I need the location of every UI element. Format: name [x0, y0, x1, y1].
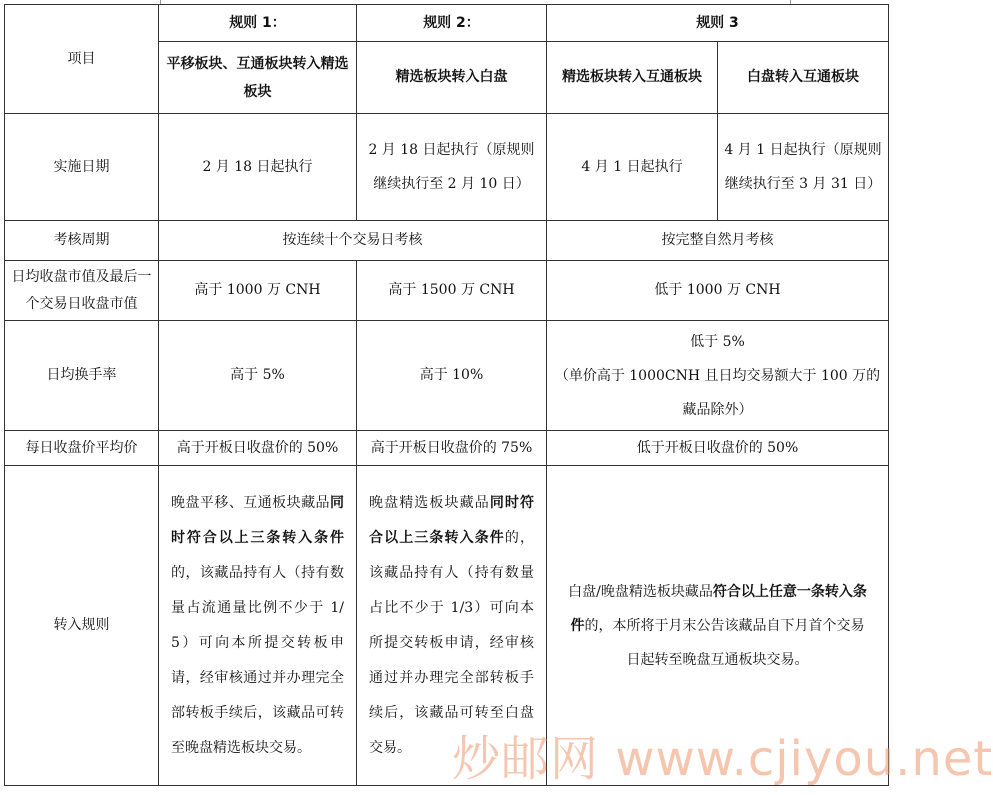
transfer-rule3-pre: 白盘/晚盘精选板块藏品: [568, 583, 713, 600]
transfer-rule2: [357, 466, 547, 786]
avg-price-rule3: 低于开板日收盘价的 50%: [547, 431, 889, 466]
transfer-label: 转入规则: [5, 466, 159, 786]
row-transfer: [5, 466, 889, 786]
date-rule3a: 4 月 1 日起执行: [547, 114, 718, 221]
transfer-rule1-post: 的，该藏品持有人（持有数量占流通量比例不少于 1/5）可向本所提交转板申请，经审核通过并办理完全部转板手续后，该藏品可转至晚盘精选板块交易。: [171, 564, 344, 756]
turnover-label: 日均换手率: [5, 321, 159, 431]
rule1-header: 规则 1：: [159, 5, 357, 42]
transfer-rules-table: [4, 4, 889, 786]
rule2-subheader: 精选板块转入白盘: [357, 42, 547, 114]
transfer-rule3-post: 的，本所将于月末公告该藏品自下月首个交易日起转至晚盘互通板块交易。: [584, 617, 865, 668]
rule3b-subheader: 白盘转入互通板块: [718, 42, 889, 114]
market-value-rule2: 高于 1500 万 CNH: [357, 261, 547, 321]
period-rule3: 按完整自然月考核: [547, 221, 889, 261]
header-row-1: [5, 5, 889, 42]
date-label: 实施日期: [5, 114, 159, 221]
transfer-rule2-pre: 晚盘精选板块藏品: [369, 494, 490, 511]
turnover-rule3-exception: （单价高于 1000CNH 且日均交易额大于 100 万的藏品除外）: [554, 367, 881, 418]
date-rule2: 2 月 18 日起执行（原规则继续执行至 2 月 10 日）: [357, 114, 547, 221]
row-date: [5, 114, 889, 221]
site-watermark: 炒邮网 www.cjiyou.net: [452, 731, 993, 787]
date-rule3b: 4 月 1 日起执行（原规则继续执行至 3 月 31 日）: [718, 114, 889, 221]
transfer-rule3-condition: 符合以上任意一条转入条件: [570, 583, 867, 634]
transfer-rule2-post: 的，该藏品持有人（持有数量占比不少于 1/3）可向本所提交转板申请，经审核通过并办理完全部转板手续后，该藏品可转至白盘交易。: [369, 529, 535, 756]
transfer-rule1-pre: 晚盘平移、互通板块藏品: [171, 494, 330, 511]
rule2-header: 规则 2：: [357, 5, 547, 42]
row-period: [5, 221, 889, 261]
row-turnover: [5, 321, 889, 431]
avg-price-rule2: 高于开板日收盘价的 75%: [357, 431, 547, 466]
rule3-header: 规则 3: [547, 5, 889, 42]
rule3a-subheader: 精选板块转入互通板块: [547, 42, 718, 114]
market-value-label: 日均收盘市值及最后一个交易日收盘市值: [5, 261, 159, 321]
market-value-rule3: 低于 1000 万 CNH: [547, 261, 889, 321]
turnover-rule2: 高于 10%: [357, 321, 547, 431]
row-avg-price: [5, 431, 889, 466]
market-value-rule1: 高于 1000 万 CNH: [159, 261, 357, 321]
turnover-rule1: 高于 5%: [159, 321, 357, 431]
row-market-value: [5, 261, 889, 321]
turnover-rule3: [547, 321, 889, 431]
transfer-rule3: [547, 466, 889, 786]
avg-price-rule1: 高于开板日收盘价的 50%: [159, 431, 357, 466]
date-rule1: 2 月 18 日起执行: [159, 114, 357, 221]
transfer-rule2-condition: 同时符合以上三条转入条件: [369, 494, 535, 546]
transfer-rule1-condition: 同时符合以上三条转入条件: [171, 494, 344, 546]
rule1-subheader: 平移板块、互通板块转入精选板块: [159, 42, 357, 114]
period-rule12: 按连续十个交易日考核: [159, 221, 547, 261]
avg-price-label: 每日收盘价平均价: [5, 431, 159, 466]
turnover-rule3-main: 低于 5%: [690, 333, 745, 350]
transfer-rule1: [159, 466, 357, 786]
item-header: 项目: [5, 5, 159, 114]
period-label: 考核周期: [5, 221, 159, 261]
